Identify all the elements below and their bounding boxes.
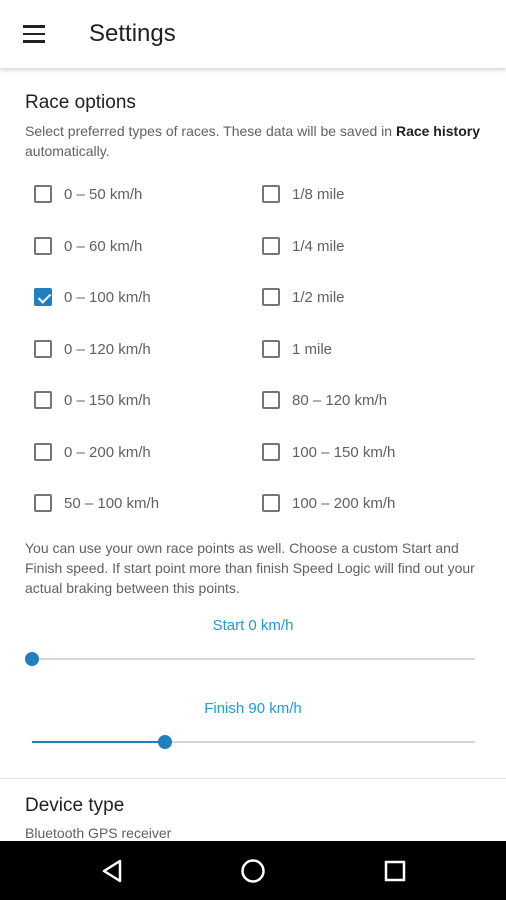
section-divider <box>0 778 506 779</box>
checkbox-checked[interactable] <box>34 288 52 306</box>
start-slider-thumb[interactable] <box>25 652 39 666</box>
race-option-label: 0 – 200 km/h <box>64 443 151 461</box>
start-speed-label: Start 0 km/h <box>212 617 294 634</box>
race-option-left-6[interactable] <box>34 483 159 523</box>
race-option-label: 1/2 mile <box>292 288 345 306</box>
race-history-link: Race history <box>395 123 480 139</box>
race-option-label: 0 – 60 km/h <box>64 237 143 255</box>
back-triangle-icon[interactable] <box>96 855 128 887</box>
race-option-left-3[interactable] <box>34 329 151 369</box>
checkbox[interactable] <box>262 391 280 409</box>
finish-speed-slider[interactable] <box>32 741 475 743</box>
checkbox[interactable] <box>34 237 52 255</box>
checkbox[interactable] <box>262 340 280 358</box>
checkbox[interactable] <box>34 494 52 512</box>
race-option-right-0[interactable] <box>262 174 345 214</box>
start-speed-slider[interactable] <box>32 658 475 660</box>
race-option-right-3[interactable] <box>262 329 332 369</box>
race-option-right-2[interactable] <box>262 277 345 317</box>
race-option-left-2[interactable] <box>34 277 151 317</box>
race-option-label: 0 – 120 km/h <box>64 340 151 358</box>
race-option-left-5[interactable] <box>34 432 151 472</box>
checkbox[interactable] <box>262 443 280 461</box>
device-type-title[interactable]: Device type <box>25 795 125 816</box>
race-option-right-1[interactable] <box>262 226 345 266</box>
checkbox[interactable] <box>34 391 52 409</box>
race-option-label: 1/8 mile <box>292 185 345 203</box>
checkbox[interactable] <box>262 288 280 306</box>
hamburger-menu-icon[interactable] <box>14 14 54 54</box>
checkbox[interactable] <box>262 494 280 512</box>
race-option-right-5[interactable] <box>262 432 395 472</box>
race-option-label: 100 – 200 km/h <box>292 494 396 512</box>
checkbox[interactable] <box>34 443 52 461</box>
finish-speed-label: Finish 90 km/h <box>204 700 302 717</box>
checkbox[interactable] <box>262 185 280 203</box>
home-circle-icon[interactable] <box>237 855 269 887</box>
race-option-label: 50 – 100 km/h <box>64 494 160 512</box>
finish-slider-thumb[interactable] <box>158 735 172 749</box>
race-option-left-0[interactable] <box>34 174 142 214</box>
settings-content[interactable] <box>0 68 506 841</box>
race-option-left-1[interactable] <box>34 226 142 266</box>
race-options-description: Select preferred types of races. These data will be saved in Race history automatically. <box>25 123 480 159</box>
race-option-left-4[interactable] <box>34 380 151 420</box>
checkbox[interactable] <box>262 237 280 255</box>
checkbox[interactable] <box>34 185 52 203</box>
system-navigation-bar <box>0 841 506 900</box>
race-option-label: 1/4 mile <box>292 237 345 255</box>
recents-square-icon[interactable] <box>379 855 411 887</box>
race-option-right-6[interactable] <box>262 483 395 523</box>
checkbox[interactable] <box>34 340 52 358</box>
finish-slider-fill <box>32 741 165 743</box>
race-options-title: Race options <box>25 92 136 113</box>
device-type-value: Bluetooth GPS receiver <box>25 825 172 841</box>
app-bar <box>0 0 506 68</box>
race-option-label: 100 – 150 km/h <box>292 443 396 461</box>
race-option-right-4[interactable] <box>262 380 387 420</box>
race-option-label: 1 mile <box>292 340 333 358</box>
race-option-label: 0 – 50 km/h <box>64 185 143 203</box>
page-title: Settings <box>89 20 176 47</box>
custom-points-description: You can use your own race points as well. Choose a custom Start and Finish speed. If start point more than finish Speed Logic will find out your actual braking between this points. <box>25 540 475 596</box>
race-option-label: 0 – 150 km/h <box>64 391 151 409</box>
race-option-label: 0 – 100 km/h <box>64 288 151 306</box>
race-option-label: 80 – 120 km/h <box>292 391 388 409</box>
